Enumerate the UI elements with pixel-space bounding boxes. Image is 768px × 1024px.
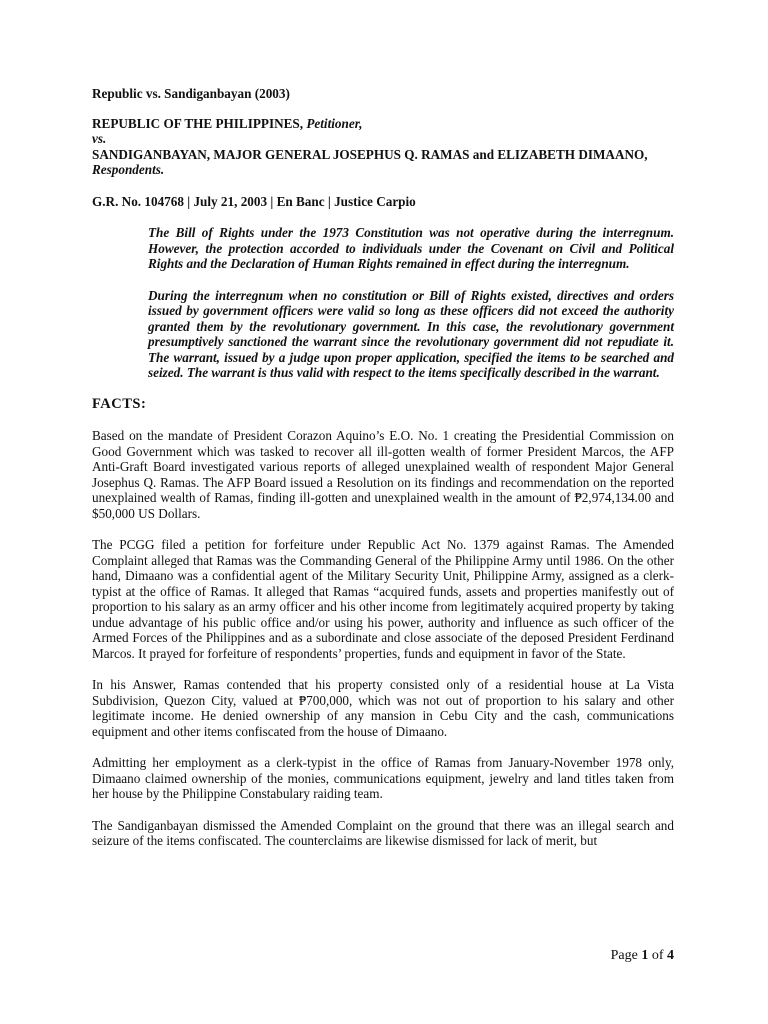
petitioner-name: REPUBLIC OF THE PHILIPPINES, bbox=[92, 115, 304, 131]
facts-paragraph: Based on the mandate of President Corazon Aquino’s E.O. No. 1 creating the Presidential Commission on Good Government which was tasked to recover all ill-gotten wealth of former President Marcos, the AFP Anti-Graft Board investigated various reports of alleged unexplained wealth of respondent Major General Josephus Q. Ramas. The AFP Board issued a Resolution on its findings and recommendation on the reported unexplained wealth of Ramas, finding ill-gotten and unexplained wealth in the amount of ₱2,974,134.00 and $50,000 US Dollars. bbox=[92, 428, 674, 521]
case-title: Republic vs. Sandiganbayan (2003) bbox=[92, 86, 290, 101]
case-citation: G.R. No. 104768 | July 21, 2003 | En Banc | Justice Carpio bbox=[92, 193, 416, 209]
respondents-name: SANDIGANBAYAN, MAJOR GENERAL JOSEPHUS Q. RAMAS and ELIZABETH DIMAANO, bbox=[92, 146, 648, 162]
page-of: of bbox=[648, 948, 667, 963]
respondents-line bbox=[92, 147, 674, 178]
facts-paragraph: The PCGG filed a petition for forfeiture under Republic Act No. 1379 against Ramas. The Amended Complaint alleged that Ramas was the Commanding General of the Philippine Army until 1986. On the other hand, Dimaano was a confidential agent of the Military Security Unit, Philippine Army, assigned as a clerk-typist at the office of Ramas. It alleged that Ramas “acquired funds, assets and properties manifestly out of proportion to his salary as an army officer and his other income from legitimately acquired property by taking undue advantage of his public office and/or using his power, authority and influence as such officer of the Armed Forces of the Philippines and as a subordinate and close associate of the deposed President Ferdinand Marcos. It prayed for forfeiture of respondents’ properties, funds and equipment in favor of the State. bbox=[92, 537, 674, 661]
doctrine-paragraph: During the interregnum when no constitution or Bill of Rights existed, directives and orders issued by government officers were valid so long as these officers did not exceed the authority granted them by the revolutionary government. In this case, the revolutionary government presumptively sanctioned the warrant since the revolutionary government did not repudiate it. The warrant, issued by a judge upon proper application, specified the items to be searched and seized. The warrant is thus valid with respect to the items specifically described in the warrant. bbox=[148, 287, 674, 380]
document-body bbox=[92, 86, 674, 865]
page-number-footer bbox=[611, 948, 674, 964]
petitioner-role: Petitioner, bbox=[306, 115, 363, 131]
case-parties bbox=[92, 116, 674, 178]
petitioner-line bbox=[92, 116, 674, 132]
respondents-role: Respondents. bbox=[92, 162, 165, 177]
facts-paragraph: Admitting her employment as a clerk-typist in the office of Ramas from January-November 1978 only, Dimaano claimed ownership of the monies, communications equipment, jewelry and land titles taken from her house by the Philippine Constabulary raiding team. bbox=[92, 755, 674, 801]
page-current: 1 bbox=[641, 948, 649, 963]
doctrine-paragraph: The Bill of Rights under the 1973 Constitution was not operative during the interregnum. However, the protection accorded to individuals under the Covenant on Civil and Political Rights and the Declaration of Human Rights remained in effect during the interregnum. bbox=[148, 225, 674, 271]
facts-paragraph: In his Answer, Ramas contended that his property consisted only of a residential house at La Vista Subdivision, Quezon City, valued at ₱700,000, which was not out of proportion to his salary and other legitimate income. He denied ownership of any mansion in Cebu City and the cash, communications equipment and other items confiscated from the house of Dimaano. bbox=[92, 677, 674, 739]
facts-heading: FACTS: bbox=[92, 395, 147, 412]
page-word: Page bbox=[610, 948, 642, 963]
facts-paragraph: The Sandiganbayan dismissed the Amended Complaint on the ground that there was an illegal search and seizure of the items confiscated. The counterclaims are likewise dismissed for lack of merit, but bbox=[92, 817, 674, 848]
page-total: 4 bbox=[667, 948, 674, 963]
versus-line: vs. bbox=[92, 131, 107, 146]
